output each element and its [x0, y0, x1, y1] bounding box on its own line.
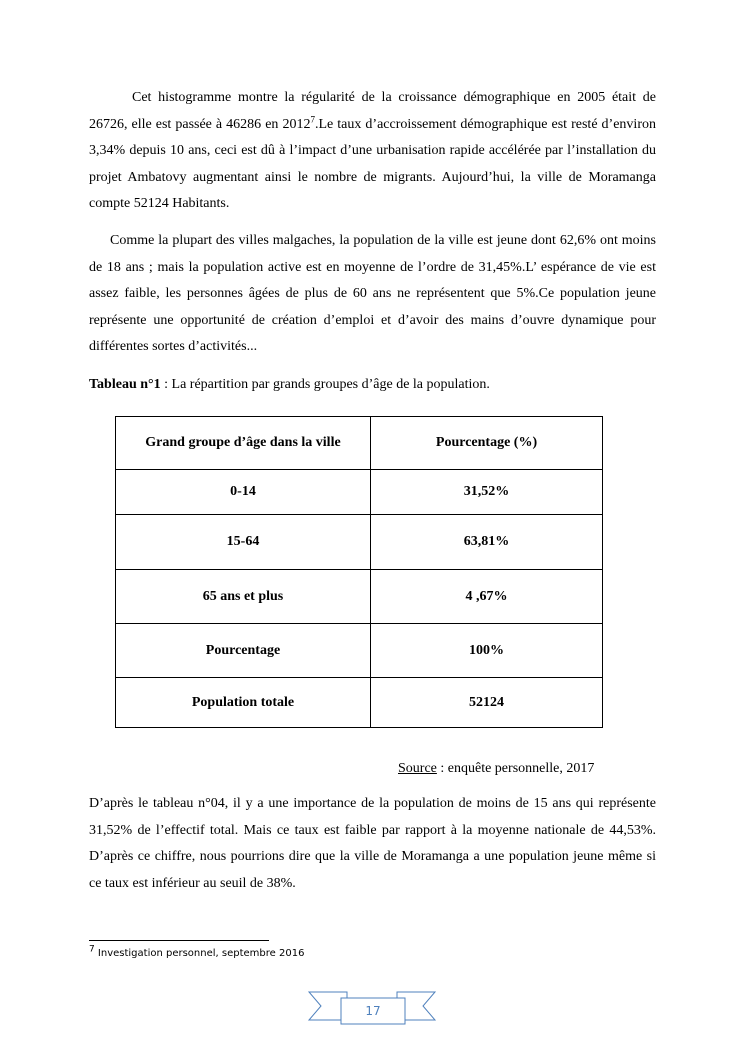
- table-row: [116, 570, 603, 624]
- footnote-separator: [89, 940, 269, 941]
- page-number-ribbon: [307, 990, 437, 1030]
- header-percentage: Pourcentage (%): [371, 417, 603, 470]
- source-text: : enquête personnelle, 2017: [436, 761, 595, 776]
- cell-group: 65 ans et plus: [116, 570, 371, 624]
- table-caption-text: : La répartition par grands groupes d’âge de la population.: [160, 377, 490, 392]
- cell-group: Pourcentage: [116, 624, 371, 678]
- source-label: Source: [398, 761, 437, 776]
- cell-value: 4 ,67%: [371, 570, 603, 624]
- cell-group: Population totale: [116, 678, 371, 728]
- age-group-table: [115, 416, 603, 728]
- header-age-group: Grand groupe d’âge dans la ville: [116, 417, 371, 470]
- table-source: [398, 759, 594, 779]
- table-caption: [89, 375, 490, 395]
- footnote: [89, 946, 304, 962]
- cell-value: 31,52%: [371, 470, 603, 515]
- footnote-reference[interactable]: 7: [310, 113, 315, 124]
- cell-value: 100%: [371, 624, 603, 678]
- page-number: 17: [365, 1004, 381, 1018]
- paragraph-growth-text: Cet histogramme montre la régularité de la croissance démographique en 2005 était de 26726, elle est passée à 46286 en 2012: [89, 90, 656, 132]
- table-row: [116, 515, 603, 570]
- paragraph-growth: [89, 85, 656, 218]
- cell-group: 15-64: [116, 515, 371, 570]
- table-caption-label: Tableau n°1: [89, 377, 161, 392]
- table-row: [116, 624, 603, 678]
- paragraph-growth-text-cont: .Le taux d’accroissement démographique est resté d’environ 3,34% depuis 10 ans, ceci est dû à l’impact d’une urbanisation rapide accélérée par l’installation du projet Ambatovy augmentant ainsi le nombre de migrants. Aujourd’hui, la ville de Moramanga compte 52124 Habitants.: [89, 116, 656, 211]
- footnote-text: Investigation personnel, septembre 2016: [94, 948, 305, 959]
- paragraph-youth: Comme la plupart des villes malgaches, la population de la ville est jeune dont 62,6% ont moins de 18 ans ; mais la population active est en moyenne de l’ordre de 31,45%.L’ espérance de vie est assez faible, les personnes âgées de plus de 60 ans ne représentent que 5%.Ce population jeune représente une opportunité de création d’emploi et d’avoir des mains d’ouvre dynamique pour différentes sortes d’activités...: [89, 233, 656, 354]
- cell-value: 63,81%: [371, 515, 603, 570]
- table-row: [116, 678, 603, 728]
- table-header-row: [116, 417, 603, 470]
- table-row: [116, 470, 603, 515]
- paragraph-analysis: D’après le tableau n°04, il y a une importance de la population de moins de 15 ans qui représente 31,52% de l’effectif total. Mais ce taux est faible par rapport à la moyenne nationale de 44,53%. D’après ce chiffre, nous pourrions dire que la ville de Moramanga a une population jeune même si ce taux est inférieur au seuil de 38%.: [89, 796, 656, 891]
- cell-value: 52124: [371, 678, 603, 728]
- cell-group: 0-14: [116, 470, 371, 515]
- footnote-number: 7: [89, 944, 95, 955]
